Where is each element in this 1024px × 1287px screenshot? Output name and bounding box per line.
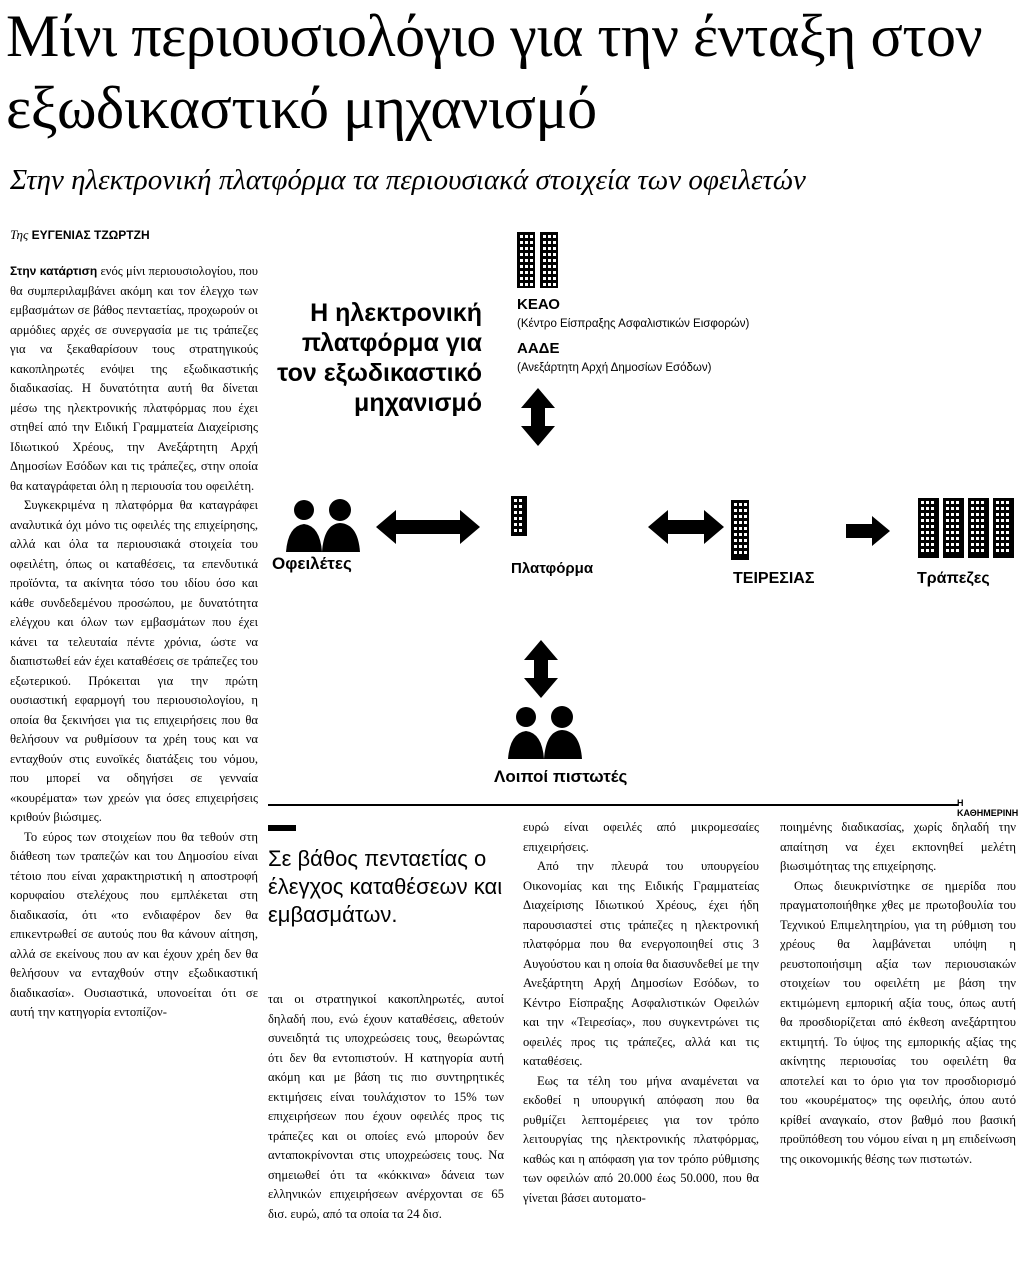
paragraph: Το εύρος των στοιχείων που θα τεθούν στη διάθεση των τραπεζών και του Δημοσίου είναι τέτοιο που είναι χαρακτηριστική η αποστροφή κορυφαίου στελέχους που εμπλέκεται στη διαδικασία, ότι «το ενδιαφέρον δεν θα επικεντρωθεί σε αυτούς που θα κάνουν αίτηση, αλλά σε εκείνους που αν και έχουν χρέη δεν θα θελήσουν να ενταχθούν στην εξωδικαστική διαδικασία». Ουσιαστικά, υπονοείται ότι σε αυτή την κατηγορία εντοπίζον-	[10, 829, 258, 1019]
paragraph: Συγκεκριμένα η πλατφόρμα θα καταγράφει αναλυτικά όχι μόνο τις οφειλές της επιχείρησης, αλλά και όλα τα περιουσιακά στοιχεία του οφειλέτη, όπως οι καταθέσεις, τα επενδυτικά προϊόντα, τα ακίνητα τόσο του ιδίου όσο και κάθε συνδεδεμένου προσώπου, με δυνατότητα ελέγχου και όλων των εμβασμάτων που έχει κάνει τα τελευταία πέντε χρόνια, ώστε να διαπιστωθεί εάν έχει καταθέσεις σε τράπεζες του εξωτερικού. Πρόκειται για την πρώτη ουσιαστική εφαρμογή του περιουσιολογίου, η οποία θα ξεκινήσει για τις επιχειρήσεις που θα θελήσουν να ρυθμίσουν τα χρέη τους και να ενταχθούν στις ευνοϊκές διατάξεις του νόμου, που μπορεί να οδηγήσει σε γενναία «κουρέματα» των χρεών για όσες επιχειρήσεις κριθούν βιώσιμες.	[10, 498, 258, 824]
bank-building-icon	[993, 498, 1014, 558]
double-arrow-vertical-icon	[524, 640, 558, 698]
double-arrow-vertical-icon	[521, 388, 555, 446]
paragraph: ευρώ είναι οφειλές από μικρομεσαίες επιχειρήσεις.	[523, 820, 759, 854]
arrow-right-icon	[846, 516, 890, 546]
graphic-credit: Η ΚΑΘΗΜΕΡΙΝΗ	[957, 798, 1019, 818]
aade-full-name: (Ανεξάρτητη Αρχή Δημοσίων Εσόδων)	[517, 362, 712, 374]
bank-building-icon	[943, 498, 964, 558]
headline: Μίνι περιουσιολόγιο για την ένταξη στον εξωδικαστικό μηχανισμό	[6, 3, 983, 141]
paragraph: ποιημένης διαδικασίας, χωρίς δηλαδή την απαίτηση να έχει εκπονηθεί μελέτη βιωσιμότητας της επιχείρησης.	[780, 820, 1016, 873]
teiresias-building-icon	[731, 500, 749, 560]
article-column-1	[10, 262, 258, 1023]
article-column-2	[268, 990, 504, 1224]
debtors-label: Οφειλέτες	[272, 554, 352, 573]
building-icon	[540, 232, 558, 288]
keao-label: ΚΕΑΟ	[517, 296, 560, 313]
lead-in: Στην κατάρτιση	[10, 264, 98, 278]
paragraph: ενός μίνι περιουσιολογίου, που θα συμπεριλαμβάνει ακόμη και τον έλεγχο των εμβασμάτων σε βάθος πενταετίας, προχωρούν οι αρμόδιες αρχές σε συνεργασία με τις τράπεζες για να ξεκαθαρίσουν τους στρατηγικούς κακοπληρωτές ενόψει της εξωδικαστικής διαδικασίας. Η δυνατότητα αυτή θα δίνεται μέσω της ηλεκτρονικής πλατφόρμας που έχει στηθεί από την Ειδική Γραμματεία Διαχείρισης Ιδιωτικού Χρέους, την Ανεξάρτητη Αρχή Δημοσίων Εσόδων και τις τράπεζες, στην οποία θα καταγράφεται όλη η περιουσία του οφειλέτη.	[10, 264, 259, 493]
byline	[10, 227, 150, 243]
aade-label: ΑΑΔΕ	[517, 340, 560, 357]
paragraph: Από την πλευρά του υπουργείου Οικονομίας και της Ειδικής Γραμματείας Διαχείρισης Ιδιωτικού Χρέους, έχει ήδη παρουσιαστεί στις τράπεζες η ηλεκτρονική πλατφόρμα που θα ενεργοποιηθεί στις 3 Αυγούστου και η οποία θα διασυνδεθεί με την Ανεξάρτητη Αρχή Δημοσίων Εσόδων, το Κέντρο Είσπραξης Ασφαλιστικών Οφειλών και την «Τειρεσίας», που συγκεντρώνει τις οφειλές προς τις τράπεζες, αλλά και τις καταθέσεις.	[523, 859, 759, 1068]
paragraph: Οπως διευκρινίστηκε σε ημερίδα που πραγματοποιήθηκε χθες με πρωτοβουλία του Τεχνικού Επιμελητηρίου, για τη ρύθμιση του χρέους θα λαμβάνεται υπόψη η ρευστοποιήσιμη αξία των περιουσιακών στοιχείων του οφειλέτη με βάση την εκτιμώμενη εμπορική αξία τους, όπως αυτή θα προσδιορίζεται από έκθεση ανεξάρτητου εκτιμητή. Το ύψος της εμπορικής αξίας της ακίνητης περιουσίας του οφειλέτη θα αποτελεί και το όριο για τον προσδιορισμό του «κουρέματος» της οφειλής, όπου αυτό κρίθεί αναγκαίο, στον βαθμό που βασική προϋπόθεση του νόμου είναι η μη επιδείνωση της οικονομικής θέσης των πιστωτών.	[780, 878, 1016, 1166]
subheadline: Στην ηλεκτρονική πλατφόρμα τα περιουσιακά στοιχεία των οφειλετών	[10, 164, 806, 196]
article-column-3	[523, 818, 759, 1208]
people-icon	[504, 705, 588, 759]
creditors-label: Λοιποί πιστωτές	[494, 767, 628, 786]
bank-building-icon	[918, 498, 939, 558]
bank-building-icon	[968, 498, 989, 558]
pullquote: Σε βάθος πενταετίας ο έλεγχος καταθέσεων και εμβασμάτων.	[268, 846, 503, 927]
people-icon	[282, 498, 366, 552]
platform-building-icon	[511, 496, 527, 536]
platform-label: Πλατφόρμα	[511, 560, 594, 577]
paragraph: Εως τα τέλη του μήνα αναμένεται να εκδοθεί η υπουργική απόφαση που θα ρυθμίζει λεπτομέρειες για τον τρόπο λειτουργίας της ηλεκτρονικής πλατφόρμας, καθώς και η απόφαση για τον τρόπο ρύθμισης των οφειλών από 20.000 έως 50.000, που θα γίνεται βάσει αυτοματο-	[523, 1073, 759, 1205]
double-arrow-horizontal-icon	[648, 510, 724, 544]
article-column-4	[780, 818, 1016, 1169]
banks-label: Τράπεζες	[917, 570, 990, 587]
divider-rule	[268, 804, 958, 806]
paragraph: ται οι στρατηγικοί κακοπληρωτές, αυτοί δηλαδή που, ενώ έχουν καταθέσεις, αθετούν συνειδητά τις υποχρεώσεις τους, θεωρώντας ότι δεν θα εντοπιστούν. Η κατηγορία αυτή ακόμη και με βάση τις πιο συντηρητικές εκτιμήσεις είναι τουλάχιστον το 15% των επιχειρήσεων που έχουν οφειλές προς τις τράπεζες και οι οποίες ενώ μπορούν δεν ανταποκρίνονται στις υποχρεώσεις τους. Να σημειωθεί ότι τα «κόκκινα» δάνεια των ελληνικών επιχειρήσεων ανέρχονται σε 65 δισ. ευρώ, από τα οποία τα 24 δισ.	[268, 992, 504, 1221]
byline-prefix: Της	[10, 227, 29, 242]
graphic-title: Η ηλεκτρονική πλατφόρμα για τον εξωδικαστικό μηχανισμό	[277, 299, 482, 417]
pullquote-bar	[268, 825, 296, 831]
double-arrow-horizontal-icon	[376, 510, 480, 544]
building-icon	[517, 232, 535, 288]
byline-author: ΕΥΓΕΝΙΑΣ ΤΖΩΡΤΖΗ	[31, 228, 150, 242]
teiresias-label: ΤΕΙΡΕΣΙΑΣ	[733, 570, 815, 587]
keao-full-name: (Κέντρο Είσπραξης Ασφαλιστικών Εισφορών)	[517, 318, 750, 330]
